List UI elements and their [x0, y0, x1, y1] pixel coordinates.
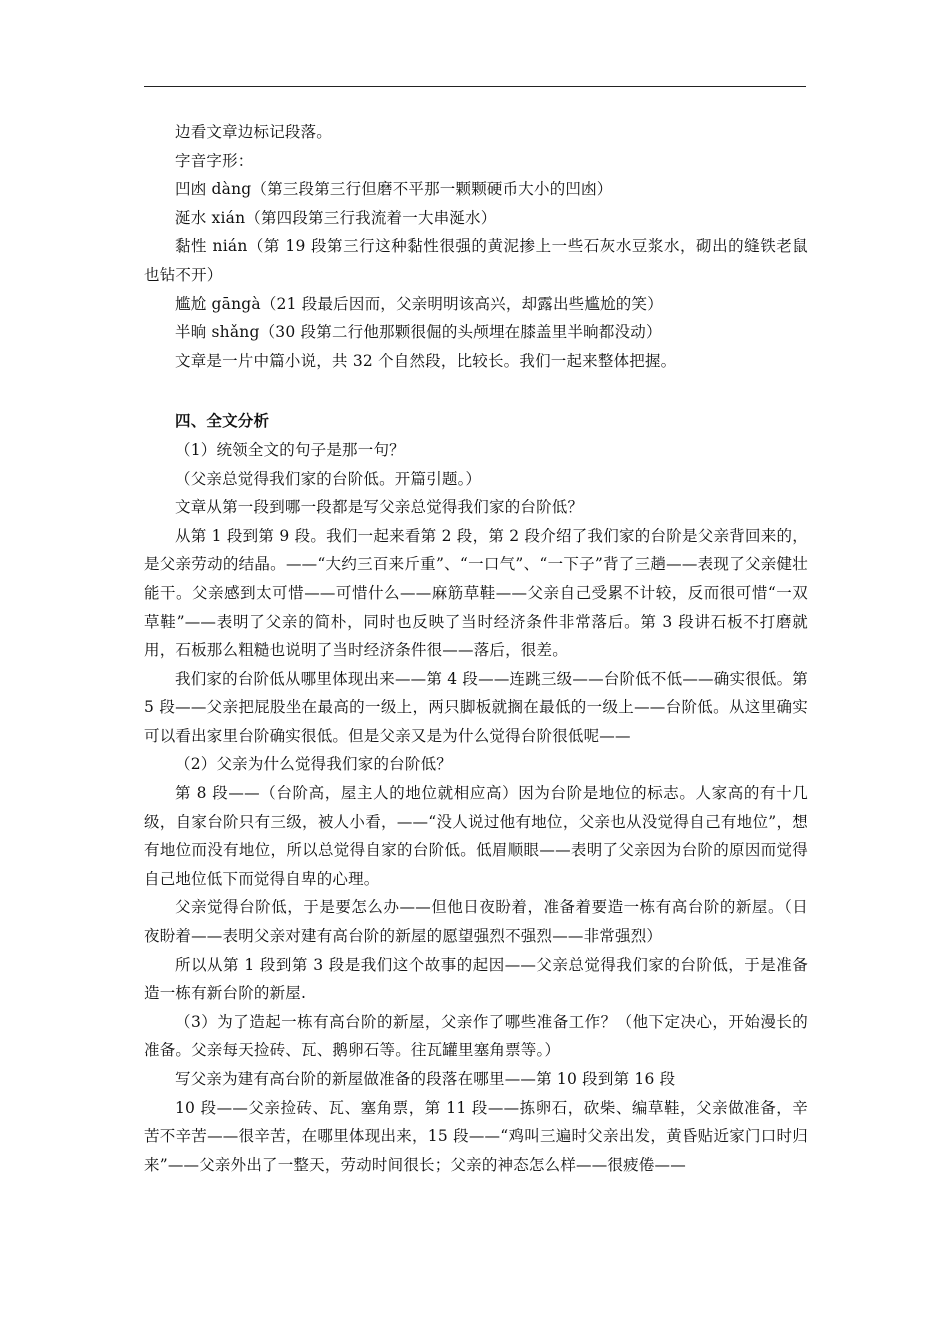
- paragraph-vocab-4: 尴尬 gāngà（21 段最后因而，父亲明明该高兴，却露出些尴尬的笑）: [175, 294, 663, 313]
- paragraph-vocab-5: 半晌 shǎng（30 段第二行他那颗很倔的头颅埋在膝盖里半晌都没动）: [175, 323, 662, 342]
- paragraph-instruction: 边看文章边标记段落。: [175, 123, 333, 141]
- analysis-paragraph: 第 8 段——（台阶高，屋主人的地位就相应高）因为台阶是地位的标志。人家高的有十几级，自家台阶只有三级，被人小看，——“没人说过他有地位，父亲也从没觉得自己有地位”，想有地位而没有地位，所以总觉得自家的台阶低。低眉顺眼——表明了父亲因为台阶的原因而觉得自己地位低下而觉得自卑的心理。: [144, 784, 808, 888]
- header-rule: [144, 86, 806, 87]
- document-body: [144, 118, 808, 1179]
- analysis-question-1: （1）统领全文的句子是那一句？: [175, 440, 405, 459]
- analysis-question-2: （2）父亲为什么觉得我们家的台阶低？: [175, 755, 452, 774]
- section-heading: 四、全文分析: [175, 411, 270, 431]
- analysis-paragraph: 写父亲为建有高台阶的新屋做准备的段落在哪里——第 10 段到第 16 段: [175, 1070, 676, 1088]
- paragraph-vocab-1: 凹凼 dàng（第三段第三行但磨不平那一颗颗硬币大小的凹凼）: [175, 180, 613, 199]
- analysis-paragraph: 10 段——父亲捡砖、瓦、塞角票，第 11 段——拣卵石，砍柴、编草鞋，父亲做准备，辛苦不辛苦——很辛苦，在哪里体现出来，15 段——“鸡叫三遍时父亲出发，黄昏贴近家门口时归来”——父亲外出了一整天，劳动时间很长；父亲的神态怎么样——很疲倦——: [144, 1098, 808, 1174]
- analysis-answer-1: （父亲总觉得我们家的台阶低。开篇引题。）: [175, 469, 482, 488]
- paragraph-vocab-2: 涎水 xián（第四段第三行我流着一大串涎水）: [175, 208, 497, 227]
- paragraph-overview: 文章是一片中篇小说，共 32 个自然段，比较长。我们一起来整体把握。: [175, 351, 677, 370]
- paragraph-pronunciation-heading: 字音字形：: [175, 151, 254, 170]
- analysis-paragraph: 所以从第 1 段到第 3 段是我们这个故事的起因——父亲总觉得我们家的台阶低，于是准备造一栋有新台阶的新屋.: [144, 955, 808, 1003]
- paragraph-vocab-3: 黏性 nián（第 19 段第三行这种黏性很强的黄泥掺上一些石灰水豆浆水，砌出的缝铁老鼠也钻不开）: [144, 237, 808, 284]
- analysis-question-3: （3）为了造起一栋有高台阶的新屋，父亲作了哪些准备工作？（他下定决心，开始漫长的准备。父亲每天捡砖、瓦、鹅卵石等。往瓦罐里塞角票等。）: [144, 1012, 808, 1060]
- analysis-paragraph: 我们家的台阶低从哪里体现出来——第 4 段——连跳三级——台阶低不低——确实很低。第 5 段——父亲把屁股坐在最高的一级上，两只脚板就搁在最低的一级上——台阶低。从这里确实可以看出家里台阶确实很低。但是父亲又是为什么觉得台阶很低呢——: [144, 669, 808, 745]
- analysis-paragraph: 文章从第一段到哪一段都是写父亲总觉得我们家的台阶低？: [175, 498, 584, 517]
- analysis-paragraph: 父亲觉得台阶低，于是要怎么办——但他日夜盼着，准备着要造一栋有高台阶的新屋。（日夜盼着——表明父亲对建有高台阶的新屋的愿望强烈不强烈——非常强烈）: [144, 898, 808, 946]
- analysis-paragraph: 从第 1 段到第 9 段。我们一起来看第 2 段，第 2 段介绍了我们家的台阶是父亲背回来的，是父亲劳动的结晶。——“大约三百来斤重”、“一口气”、“一下子”背了三趟——表现了父亲健壮能干。父亲感到太可惜——可惜什么——麻筋草鞋——父亲自己受累不计较，反而很可惜“一双草鞋”——表明了父亲的简朴，同时也反映了当时经济条件非常落后。第 3 段讲石板不打磨就用，石板那么粗糙也说明了当时经济条件很——落后，很差。: [144, 526, 808, 660]
